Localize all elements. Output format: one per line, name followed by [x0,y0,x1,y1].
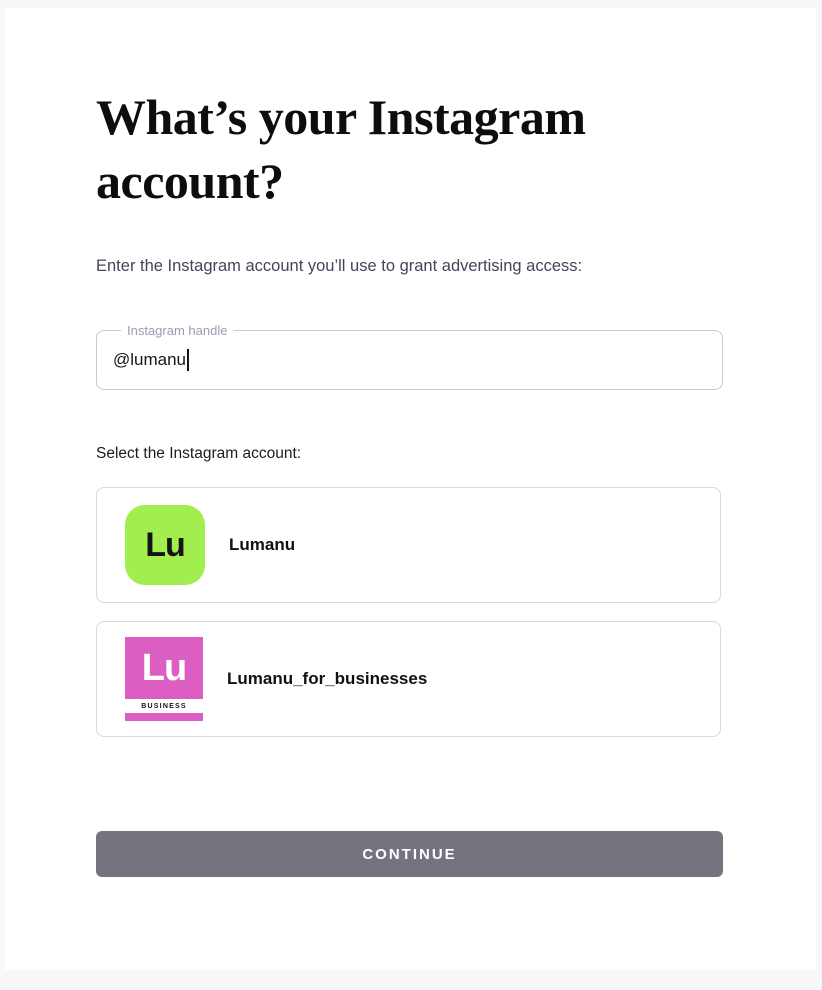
instagram-handle-input[interactable] [96,323,723,390]
account-option-lumanu-for-businesses[interactable] [96,621,721,737]
avatar-top-block [125,637,203,699]
select-account-label: Select the Instagram account: [96,445,302,462]
page-title: What’s your Instagram account? [96,89,586,209]
lumanu-avatar-icon [125,505,205,585]
form-content [96,8,723,877]
instructions-text: Enter the Instagram account you’ll use to grant advertising access: [96,257,583,275]
avatar-business-label: BUSINESS [141,702,187,710]
avatar-initials: Lu [145,525,185,564]
avatar-initials: Lu [141,646,187,689]
account-option-lumanu[interactable] [96,487,721,603]
instagram-handle-value: @lumanu [113,350,187,369]
lumanu-business-avatar-icon [125,637,203,721]
continue-button[interactable]: CONTINUE [96,831,723,877]
main-panel [5,8,816,970]
account-name: Lumanu_for_businesses [227,669,428,688]
avatar-bottom-strip [125,713,203,721]
instagram-handle-label: Instagram handle [121,322,233,339]
account-name: Lumanu [229,535,296,554]
avatar-business-band [125,699,203,713]
text-cursor [187,349,189,371]
